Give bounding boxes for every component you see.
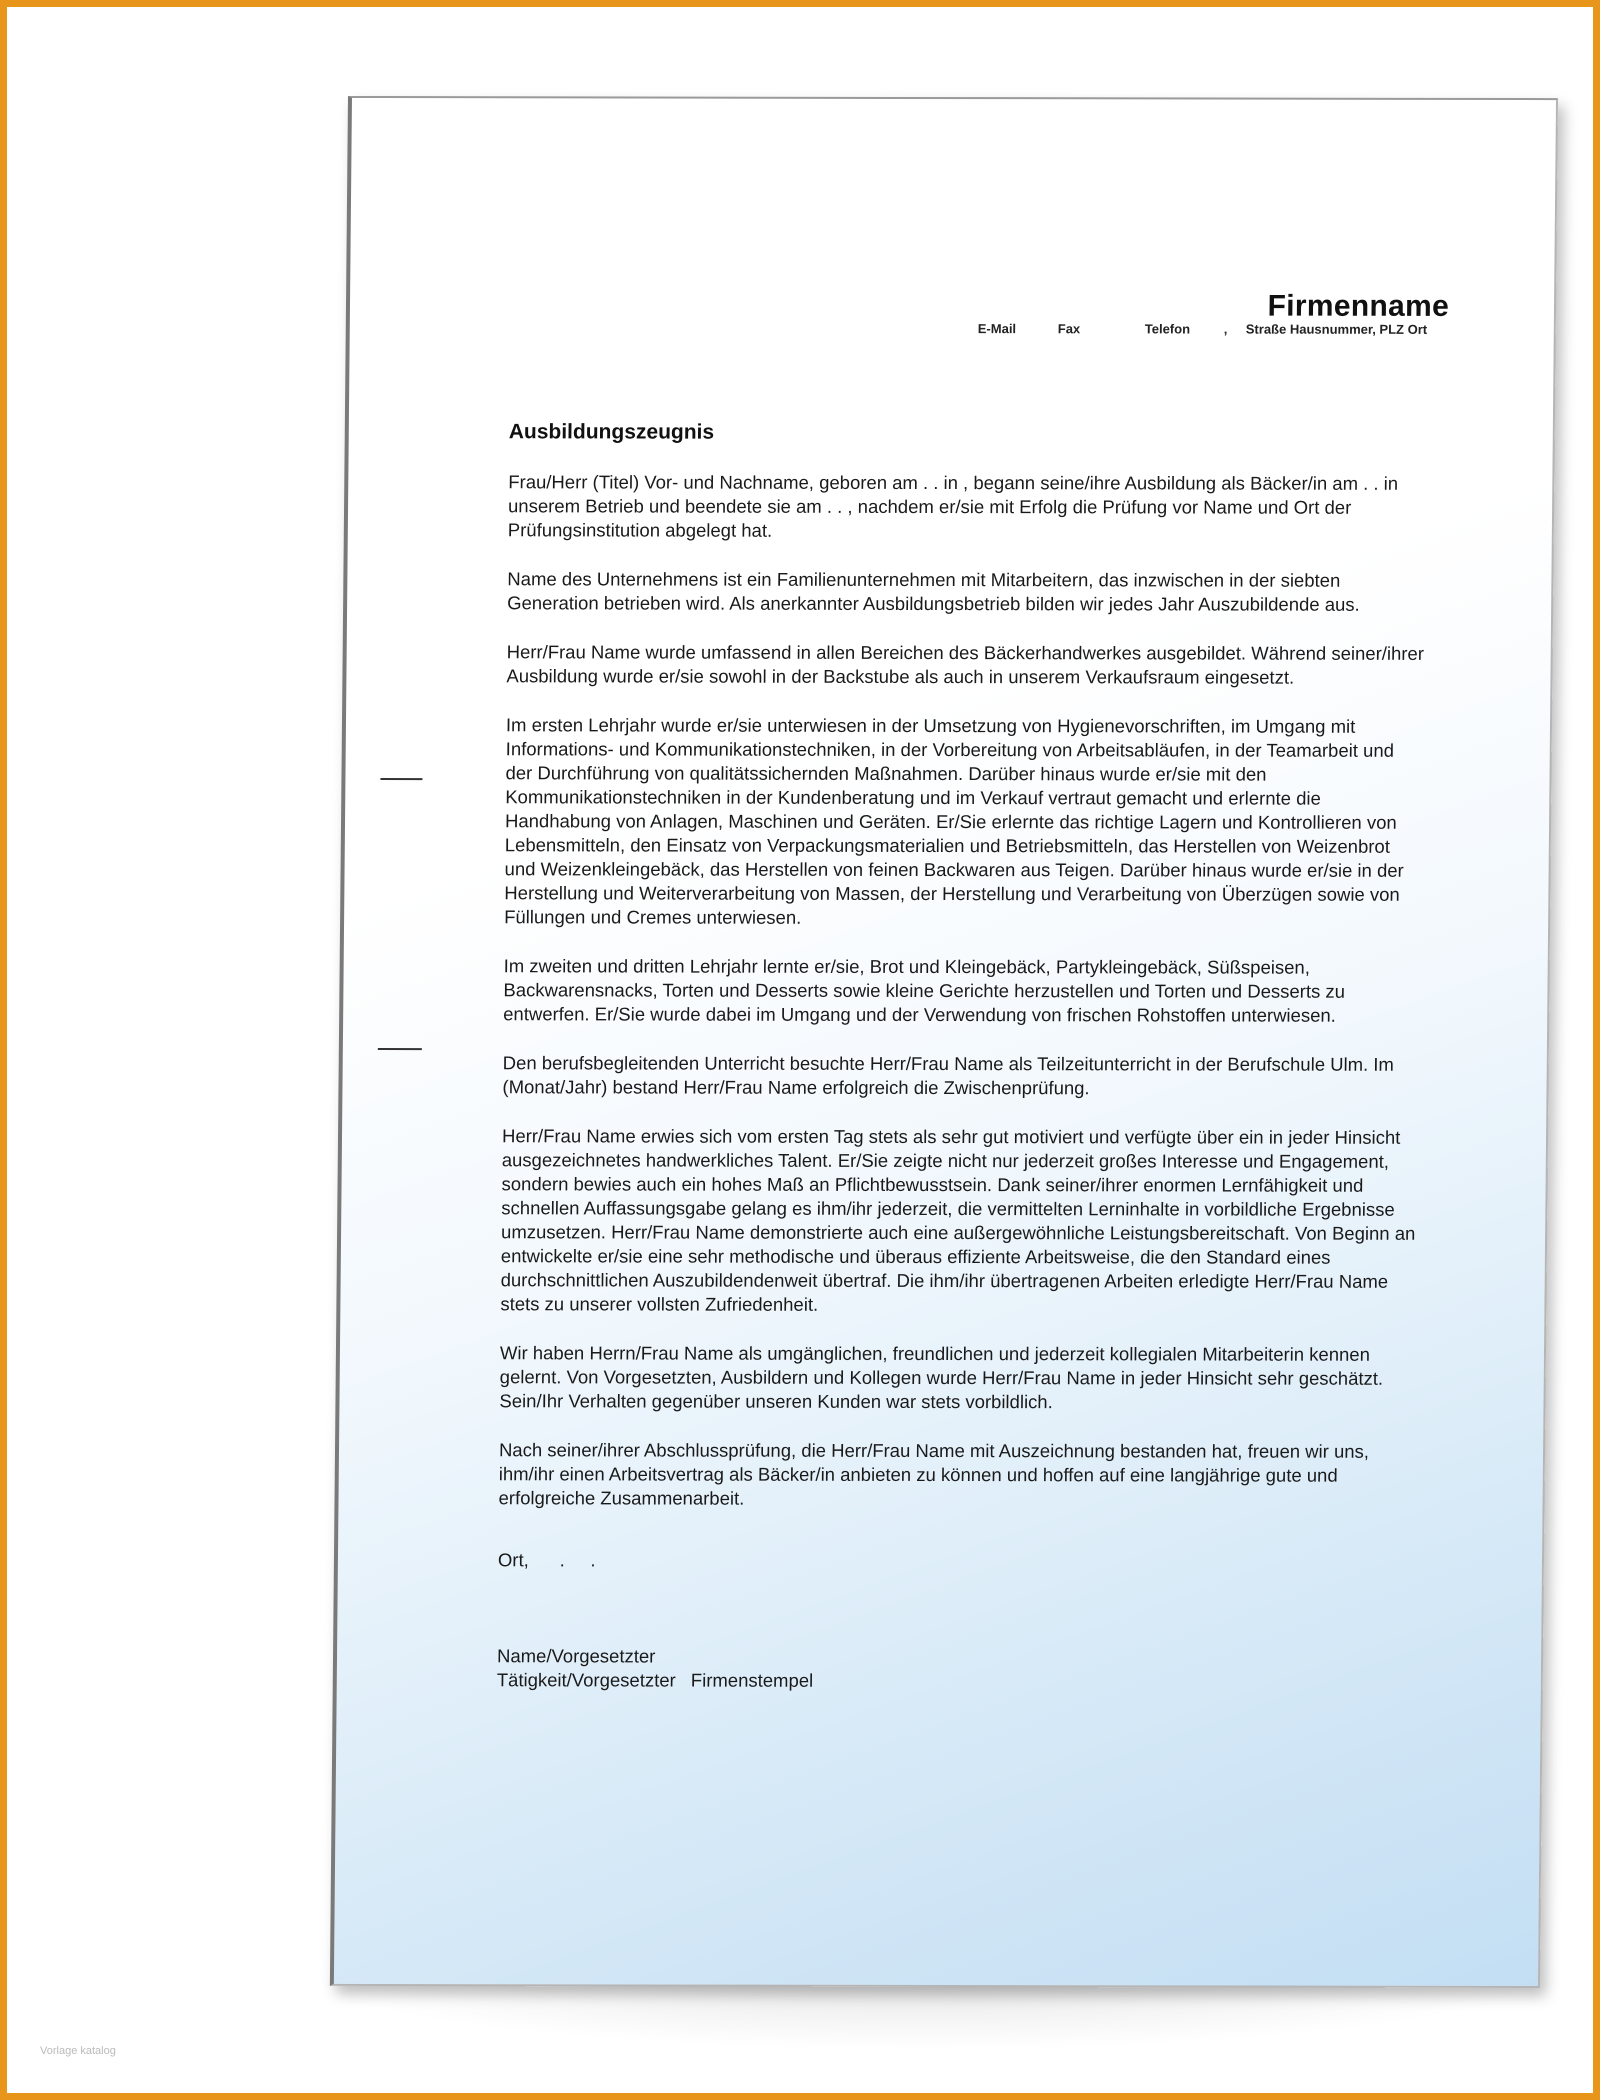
place-date: Ort, . . — [497, 1549, 596, 1571]
paragraph-7: Herr/Frau Name erwies sich vom ersten Tag stets als sehr gut motiviert und verfügte über ein in jeder Hinsicht ausgezeichnetes handwerkliches Talent. Er/Sie zeigte nicht nur jederzeit großes Interesse und Engagement, sondern bewies auch ein hohes Maß an Pflichtbewusstsein. Dank seiner/ihrer enormen Lernfähigkeit und schnellen Auffassungsgabe gelang es ihm/ihr jederzeit, die vermittelten Lerninhalte in vorbildliche Ergebnisse umzusetzen. Herr/Frau Name demonstrierte auch eine außergewöhnliche Leistungsbereitschaft. Von Beginn an entwickelte er/sie eine sehr methodische und überaus effiziente Arbeitsweise, die den Standard eines durchschnittlichen Auszubildendenweit übertraf. Die ihm/ihr übertragenen Arbeiten erledigte Herr/Frau Name stets zu unserer vollsten Zufriedenheit. — [500, 1125, 1416, 1315]
paragraph-2: Name des Unternehmens ist ein Familienunternehmen mit Mitarbeitern, das inzwischen in der siebten Generation betrieben wird. Als anerkannter Ausbildungsbetrieb bilden wir jedes Jahr Auszubildende aus. — [507, 568, 1360, 615]
document-body — [497, 470, 1429, 1694]
signature-role: Tätigkeit/Vorgesetzter — [496, 1669, 676, 1691]
paragraph-3: Herr/Frau Name wurde umfassend in allen Bereichen des Bäckerhandwerkes ausgebildet. Während seiner/ihrer Ausbildung wurde er/sie sowohl in der Backstube als auch in unserem Verkaufsraum eingesetzt. — [506, 641, 1425, 688]
company-name: Firmenname — [1267, 289, 1450, 323]
fold-mark — [380, 778, 422, 780]
company-stamp-label: Firmenstempel — [690, 1669, 814, 1691]
document-title: Ausbildungszeugnis — [508, 420, 715, 444]
contact-phone-label: Telefon — [1144, 321, 1191, 337]
paragraph-4: Im ersten Lehrjahr wurde er/sie unterwiesen in der Umsetzung von Hygienevorschriften, im Umgang mit Informations- und Kommunikationstechniken, in der Vorbereitung von Arbeitsabläufen, in der Teamarbeit und der Durchführung von qualitätssichernden Maßnahmen. Darüber hinaus wurde er/sie mit den Kommunikationstechniken in der Kundenberatung und im Verkauf vertraut gemacht und erlernte die Handhabung von Anlagen, Maschinen und Geräten. Er/Sie erlernte das richtige Lagern und Kontrollieren von Lebensmitteln, den Einsatz von Verpackungsmaterialien und Betriebsmitteln, das Herstellen von Weizenbrot und Weizenkleingebäck, das Herstellen von feinen Backwaren aus Teigen. Darüber hinaus wurde er/sie in der Herstellung und Weiterverarbeitung von Massen, der Herstellung und Verarbeitung von Überzügen sowie von Füllungen und Cremes unterwiesen. — [504, 714, 1404, 928]
signature-name: Name/Vorgesetzter — [496, 1645, 656, 1667]
contact-separator: , — [1223, 321, 1228, 337]
paragraph-8: Wir haben Herrn/Frau Name als umgänglichen, freundlichen und jederzeit kollegialen Mitarbeiterin kennen gelernt. Von Vorgesetzten, Ausbildern und Kollegen wurde Herr/Frau Name in jeder Hinsicht sehr geschätzt. Sein/Ihr Verhalten gegenüber unseren Kunden war stets vorbildlich. — [499, 1342, 1384, 1413]
contact-line — [350, 320, 1554, 352]
watermark: Vorlage katalog — [40, 2045, 116, 2057]
contact-email-label: E-Mail — [977, 321, 1017, 337]
signature-block — [497, 1644, 1417, 1694]
letterhead — [1267, 290, 1449, 324]
paragraph-9: Nach seiner/ihrer Abschlussprüfung, die Herr/Frau Name mit Auszeichnung bestanden hat, freuen wir uns, ihm/ihr einen Arbeitsvertrag als Bäcker/in anbieten zu können und hoffen auf eine langjährige gute und erfolgreiche Zusammenarbeit. — [498, 1439, 1370, 1509]
contact-address: Straße Hausnummer, PLZ Ort — [1245, 321, 1428, 337]
paragraph-6: Den berufsbegleitenden Unterricht besuchte Herr/Frau Name als Teilzeitunterricht in der Berufschule Ulm. Im (Monat/Jahr) bestand Herr/Frau Name erfolgreich die Zwischenprüfung. — [502, 1052, 1395, 1099]
paragraph-5: Im zweiten und dritten Lehrjahr lernte er/sie, Brot und Kleingebäck, Partykleingebäck, Süßspeisen, Backwarensnacks, Torten und Desserts sowie kleine Gerichte herzustellen und Torten und Desserts zu entwerfen. Er/Sie wurde dabei im Umgang und der Verwendung von frischen Rohstoffen unterwiesen. — [503, 955, 1346, 1026]
punch-mark — [378, 1048, 422, 1050]
paragraph-1: Frau/Herr (Titel) Vor- und Nachname, geboren am . . in , begann seine/ihre Ausbildung als Bäcker/in am . . in unserem Betrieb und beendete sie am . . , nachdem er/sie mit Erfolg die Prüfung vor Name und Ort der Prüfungsinstitution abgelegt hat. — [507, 471, 1399, 541]
document-sheet — [330, 96, 1558, 1988]
contact-fax-label: Fax — [1057, 321, 1081, 337]
signature-role-line — [497, 1668, 1417, 1694]
